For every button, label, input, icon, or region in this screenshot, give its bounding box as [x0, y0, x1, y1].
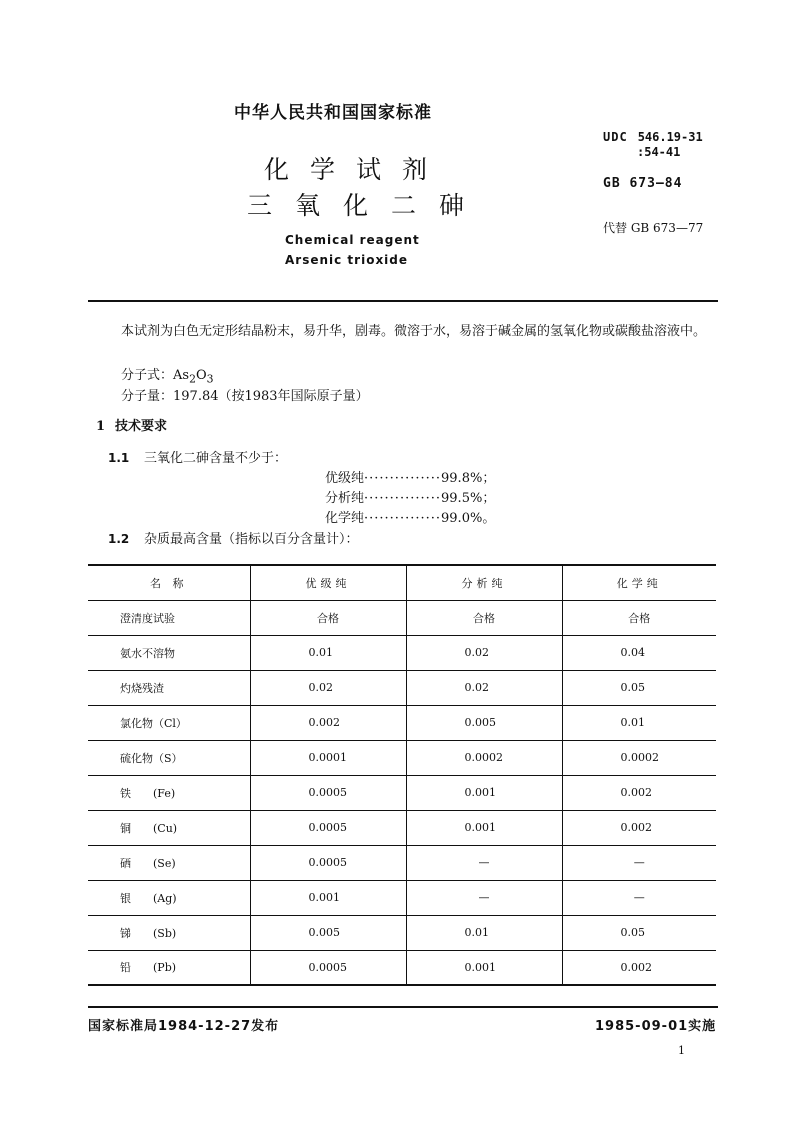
- formula-as: As: [173, 368, 190, 383]
- value-analytical: 0.001: [406, 775, 562, 810]
- table-row: [88, 845, 716, 880]
- impurity-label: 澄清度试验: [120, 611, 175, 625]
- table-row: [88, 740, 716, 775]
- impurity-name: [88, 740, 250, 775]
- impurity-name: [88, 880, 250, 915]
- value-analytical: 0.005: [406, 705, 562, 740]
- molecular-formula: [121, 364, 214, 386]
- impurity-symbol: (Sb): [153, 926, 177, 940]
- impurity-symbol: (Pb): [153, 961, 177, 975]
- impurity-symbol: (Cu): [153, 821, 178, 835]
- formula-o: O: [195, 368, 207, 383]
- impurity-label: 硫化物: [120, 751, 153, 765]
- intro-paragraph: 本试剂为白色无定形结晶粉末，易升华，剧毒。微溶于水，易溶于碱金属的氢氧化物或碳酸盐溶液中。: [121, 324, 707, 339]
- value-guaranteed: 0.0001: [250, 740, 406, 775]
- section-1-2-number: 1.2: [108, 532, 130, 546]
- value-guaranteed: 0.005: [250, 915, 406, 950]
- impurity-name: [88, 635, 250, 670]
- section-1-2: [108, 528, 359, 547]
- impurity-label: 铁: [120, 786, 131, 800]
- header-analytical: 分析纯: [406, 565, 562, 600]
- effective-date: 1985-09-01实施: [595, 1019, 717, 1034]
- impurity-label: 铅: [120, 961, 131, 975]
- udc-code: [603, 130, 703, 160]
- impurity-label: 铜: [120, 821, 131, 835]
- section-1-1: [108, 447, 287, 466]
- impurity-label: 氯化物: [120, 716, 153, 730]
- grade-dots: ···············: [364, 491, 442, 506]
- value-analytical: 合格: [406, 600, 562, 635]
- impurity-name: [88, 705, 250, 740]
- grade-value: 99.5%；: [441, 491, 496, 506]
- value-guaranteed: 0.001: [250, 880, 406, 915]
- impurity-symbol: （S）: [153, 751, 183, 765]
- impurity-label: 锑: [120, 926, 131, 940]
- issue-date: 国家标准局1984-12-27发布: [88, 1019, 280, 1034]
- section-1-1-text: 三氧化二砷含量不少于：: [144, 451, 288, 466]
- impurity-label: 氨水不溶物: [120, 646, 175, 660]
- table-row: [88, 600, 716, 635]
- grade-value: 99.0%。: [441, 511, 496, 526]
- standard-title: 中华人民共和国国家标准: [234, 103, 432, 123]
- impurity-name: [88, 600, 250, 635]
- value-guaranteed: 0.0005: [250, 775, 406, 810]
- impurity-name: [88, 845, 250, 880]
- value-guaranteed: 0.0005: [250, 950, 406, 985]
- impurity-label: 灼烧残渣: [120, 681, 164, 695]
- impurity-symbol: （Cl）: [153, 716, 187, 730]
- value-chemical: 0.05: [562, 670, 716, 705]
- value-analytical: 0.02: [406, 670, 562, 705]
- table-row: [88, 915, 716, 950]
- table-row: [88, 950, 716, 985]
- table-row: [88, 810, 716, 845]
- value-chemical: 0.04: [562, 635, 716, 670]
- value-chemical: 0.002: [562, 810, 716, 845]
- supersedes-note: 代替 GB 673—77: [603, 221, 704, 235]
- table-row: [88, 880, 716, 915]
- impurity-name: [88, 810, 250, 845]
- english-title-line1: Chemical reagent: [285, 233, 420, 247]
- page-number: 1: [678, 1044, 685, 1057]
- bottom-rule: [88, 1006, 718, 1008]
- grade-name: 分析纯: [325, 491, 365, 506]
- udc-number-2: :54-41: [637, 145, 681, 159]
- value-analytical: 0.001: [406, 810, 562, 845]
- document-title-line1: 化学试剂: [264, 155, 449, 184]
- value-chemical: —: [562, 880, 716, 915]
- value-chemical: 0.0002: [562, 740, 716, 775]
- grade-value: 99.8%；: [441, 471, 496, 486]
- value-chemical: 0.01: [562, 705, 716, 740]
- grade-name: 化学纯: [325, 511, 365, 526]
- grade-line: [325, 467, 495, 486]
- grade-line: [325, 487, 495, 506]
- value-guaranteed: 0.0005: [250, 845, 406, 880]
- gb-number: GB 673—84: [603, 176, 683, 191]
- header-chemical: 化学纯: [562, 565, 716, 600]
- header-name: 名 称: [88, 565, 250, 600]
- section-1-title: 技术要求: [115, 419, 168, 434]
- section-1-number: 1: [96, 419, 106, 434]
- table-row: [88, 670, 716, 705]
- english-title-line2: Arsenic trioxide: [285, 253, 409, 267]
- value-guaranteed: 0.0005: [250, 810, 406, 845]
- value-guaranteed: 0.02: [250, 670, 406, 705]
- impurity-label: 银: [120, 891, 131, 905]
- table-row: [88, 775, 716, 810]
- impurity-label: 硒: [120, 856, 131, 870]
- impurity-name: [88, 775, 250, 810]
- impurity-symbol: (Ag): [153, 891, 177, 905]
- impurity-name: [88, 950, 250, 985]
- formula-sub-2: 2: [189, 372, 196, 386]
- impurity-table: [88, 564, 716, 986]
- grade-name: 优级纯: [325, 471, 365, 486]
- top-rule: [88, 300, 718, 302]
- impurity-name: [88, 670, 250, 705]
- header-guaranteed: 优级纯: [250, 565, 406, 600]
- value-analytical: —: [406, 845, 562, 880]
- udc-label: UDC: [603, 130, 628, 144]
- value-chemical: 0.002: [562, 775, 716, 810]
- section-1-1-number: 1.1: [108, 451, 130, 465]
- value-analytical: 0.001: [406, 950, 562, 985]
- formula-sub-3: 3: [206, 372, 214, 386]
- value-analytical: 0.02: [406, 635, 562, 670]
- document-title-line2: 三氧化二砷: [247, 191, 488, 220]
- value-analytical: 0.0002: [406, 740, 562, 775]
- formula-label: 分子式：: [121, 368, 174, 383]
- impurity-name: [88, 915, 250, 950]
- value-chemical: 0.05: [562, 915, 716, 950]
- value-guaranteed: 0.002: [250, 705, 406, 740]
- impurity-symbol: (Fe): [153, 786, 176, 800]
- table-header-row: [88, 565, 716, 600]
- value-chemical: 0.002: [562, 950, 716, 985]
- value-analytical: —: [406, 880, 562, 915]
- impurity-symbol: (Se): [153, 856, 176, 870]
- value-guaranteed: 0.01: [250, 635, 406, 670]
- value-analytical: 0.01: [406, 915, 562, 950]
- value-chemical: 合格: [562, 600, 716, 635]
- section-1-heading: [96, 415, 167, 434]
- table-row: [88, 635, 716, 670]
- value-chemical: —: [562, 845, 716, 880]
- udc-number-1: 546.19-31: [637, 130, 703, 144]
- grade-line: [325, 507, 495, 526]
- molecular-weight: 分子量：197.84（按1983年国际原子量）: [121, 389, 369, 404]
- section-1-2-text: 杂质最高含量（指标以百分含量计）：: [144, 532, 359, 547]
- grade-dots: ···············: [364, 511, 442, 526]
- grade-dots: ···············: [364, 471, 442, 486]
- table-row: [88, 705, 716, 740]
- value-guaranteed: 合格: [250, 600, 406, 635]
